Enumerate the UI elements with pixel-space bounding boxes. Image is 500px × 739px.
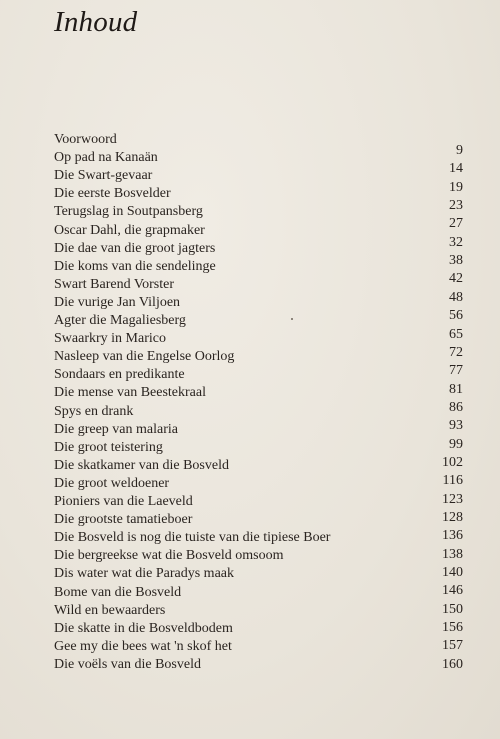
toc-page-number: 77 [449,363,463,379]
toc-page-number: 136 [442,528,463,544]
toc-page-number: 19 [449,179,463,195]
toc-entry-title: Die skatkamer van die Bosveld [54,457,229,473]
toc-page-number: 123 [442,491,463,507]
toc-entry-title: Die bergreekse wat die Bosveld omsoom [54,548,284,564]
toc-entry-title: Die greep van malaria [54,421,178,437]
toc-page-number: 27 [449,216,463,232]
toc-entry-title: Gee my die bees wat 'n skof het [54,638,232,654]
toc-entry-title: Dis water wat die Paradys maak [54,566,234,582]
toc-page-number: 38 [449,253,463,269]
toc-page-number: 32 [449,234,463,250]
toc-page-number: 150 [442,601,463,617]
toc-page-number: 48 [449,289,463,305]
toc-page-number: 116 [442,473,463,489]
toc-page-number: 14 [449,161,463,177]
toc-page-number: 23 [449,198,463,214]
toc-entry-title: Swart Barend Vorster [54,276,175,292]
toc-entry-title: Die koms van die sendelinge [54,258,216,274]
toc-page-number: 157 [442,638,463,654]
toc-entry-title: Die groot teistering [54,439,163,455]
paper-speck [291,318,293,320]
toc-entry-title: Die mense van Beestekraal [54,385,206,401]
toc-entry-title: Op pad na Kanaän [54,150,158,166]
toc-page-number: 42 [449,271,463,287]
toc-entry-title: Bome van die Bosveld [54,584,182,600]
toc-entry-title: Die grootste tamatieboer [54,512,193,528]
toc-page-number: 93 [449,418,463,434]
toc-entry-title: Oscar Dahl, die grapmaker [54,222,205,238]
toc-entry-title: Die skatte in die Bosveldbodem [54,620,233,636]
toc-page-number: 160 [442,656,463,672]
toc-entry-title: Voorwoord [54,132,117,147]
toc-entry-title: Die Bosveld is nog die tuiste van die tipiese Boer [54,530,331,546]
toc-page-number: 65 [449,326,463,342]
toc-entry-title: Agter die Magaliesberg [54,313,186,328]
page-title: Inhoud [54,6,138,38]
toc-entry-title: Swaarkry in Marico [54,331,166,347]
toc-entry-title: Spys en drank [54,403,134,419]
toc-page-number: 102 [442,454,463,470]
toc-entry-title: Terugslag in Soutpansberg [54,204,203,220]
toc-page-number: 140 [442,565,463,581]
toc-page-number: 9 [456,143,463,158]
toc-entry-title: Die voëls van die Bosveld [54,656,201,672]
toc-page-number: 138 [442,546,463,562]
toc-page-number: 72 [449,344,463,360]
toc-entry-title: Die eerste Bosvelder [54,186,171,202]
toc-entry-title: Die groot weldoener [54,475,170,491]
toc-entry-title: Nasleep van die Engelse Oorlog [54,349,235,365]
toc-entry-title: Wild en bewaarders [54,602,166,618]
toc-entry-title: Die dae van die groot jagters [54,240,216,256]
toc-entry-title: Pioniers van die Laeveld [54,494,193,509]
toc-page-number: 128 [442,510,463,525]
toc-page-number: 146 [442,583,463,599]
toc-page-number: 56 [449,308,463,324]
toc-entry-title: Die Swart-gevaar [54,168,153,184]
toc-entry-title: Sondaars en predikante [54,367,185,383]
toc-page-number: 86 [449,399,463,415]
toc-page-number: 99 [449,436,463,452]
toc-page-number: 156 [442,620,463,636]
toc-page-number: 81 [449,381,463,397]
toc-entry-title: Die vurige Jan Viljoen [54,294,181,310]
